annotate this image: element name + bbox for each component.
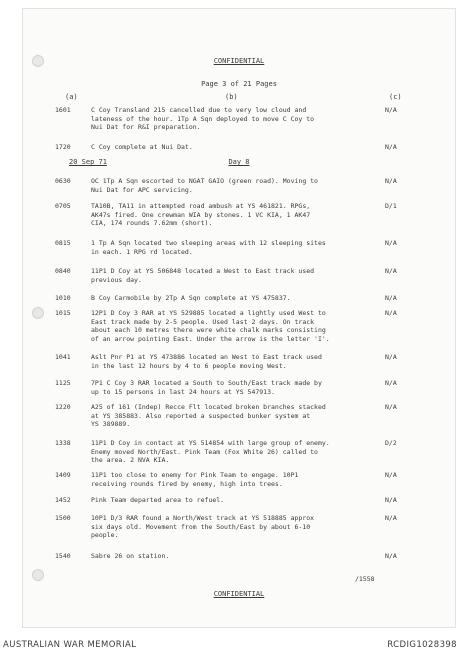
entry-text: 11P1 D Coy in contact at YS 514854 with large group of enemy. Enemy moved North/East. Pink Team (Fox White 26) called to the area. 2 NVA KIA. [91, 439, 330, 465]
classification-header: CONFIDENTIAL [213, 57, 265, 65]
entry-status: N/A [385, 514, 397, 522]
entry-time: 1452 [55, 496, 71, 504]
punch-hole [32, 569, 44, 581]
entry-status: N/A [385, 496, 397, 504]
entry-text: Aslt Pnr P1 at YS 473886 located an West to East track used in the last 12 hours by 4 to 6 people moving West. [91, 353, 322, 370]
archive-id: RCDIG1028398 [387, 640, 457, 650]
entry-time: 1010 [55, 294, 71, 302]
entry-status: D/1 [385, 202, 397, 210]
entry-time: 1338 [55, 439, 71, 447]
entry-time: 1041 [55, 353, 71, 361]
entry-text: 1 Tp A Sqn located two sleeping areas with 12 sleeping sites in each. 1 RPG rd located. [91, 239, 326, 256]
entry-status: N/A [385, 267, 397, 275]
entry-status: N/A [385, 239, 397, 247]
entry-time: 1500 [55, 514, 71, 522]
entry-time: 1540 [55, 552, 71, 560]
classification-footer: CONFIDENTIAL [213, 590, 265, 598]
continuation-note: /1558 [355, 575, 375, 583]
entry-text: OC 1Tp A Sqn escorted to NGAT GAIO (green road). Moving to Nui Dat for APC servicing. [91, 177, 318, 194]
entry-status: N/A [385, 403, 397, 411]
entry-status: N/A [385, 552, 397, 560]
entry-status: N/A [385, 379, 397, 387]
entry-status: N/A [385, 143, 397, 151]
page-info: Page 3 of 21 Pages [201, 80, 277, 88]
entry-status: N/A [385, 177, 397, 185]
archive-source: AUSTRALIAN WAR MEMORIAL [3, 640, 137, 650]
entry-time: 1720 [55, 143, 71, 151]
entry-status: N/A [385, 353, 397, 361]
entry-time: 1601 [55, 106, 71, 114]
entry-text: 12P1 D Coy 3 RAR at YS 529885 located a lightly used West to East track made by 2-5 people. Used last 2 days. On track about each 10 metres there were white chalk marks consisting of an arrow pointing East. Under the arrow is the letter 'I'. [91, 309, 330, 343]
punch-hole [32, 307, 44, 319]
entry-time: 1125 [55, 379, 71, 387]
document-sheet [22, 8, 456, 628]
entry-time: 0705 [55, 202, 71, 210]
entry-status: N/A [385, 309, 397, 317]
entry-status: N/A [385, 106, 397, 114]
entry-text: 10P1 D/3 RAR found a North/West track at YS 518885 approx six days old. Movement from the South/East by about 6-10 people. [91, 514, 315, 540]
day-date: 20 Sep 71 [69, 158, 107, 166]
entry-text: C Coy complete at Nui Dat. [91, 143, 193, 151]
entry-time: 0630 [55, 177, 71, 185]
entry-status: N/A [385, 471, 397, 479]
entry-text: B Coy Carmobile by 2Tp A Sqn complete at YS 475837. [91, 294, 291, 302]
entry-text: C Coy Transland 215 cancelled due to very low cloud and lateness of the hour. 1Tp A Sqn deployed to move C Coy to Nui Dat for R&I preparation. [91, 106, 315, 132]
day-label: Day 8 [228, 158, 250, 166]
archive-footer [0, 628, 460, 654]
entry-text: 7P1 C Coy 3 RAR located a South to South/East track made by up to 15 persons in last 24 hours at YS 547913. [91, 379, 322, 396]
entry-status: N/A [385, 294, 397, 302]
entry-time: 1220 [55, 403, 71, 411]
entry-text: 11P1 too close to enemy for Pink Team to engage. 10P1 receiving rounds fired by enemy, high into trees. [91, 471, 299, 488]
column-c-header: (c) [389, 93, 402, 101]
column-b-header: (b) [225, 93, 238, 101]
entry-text: A25 of 161 (Indep) Recce Flt located broken branches stacked at YS 385883. Also reported a suspected bunker system at YS 389889. [91, 403, 326, 429]
entry-time: 0840 [55, 267, 71, 275]
entry-text: Pink Team departed area to refuel. [91, 496, 225, 504]
entry-text: TA10B, TA11 in attempted road ambush at YS 461821. RPGs, AK47s fired. One crewman WIA by stones. 1 VC KIA, 1 AK47 CIA, 174 rounds 7.62mm (short). [91, 202, 311, 228]
column-a-header: (a) [65, 93, 78, 101]
entry-time: 1015 [55, 309, 71, 317]
entry-time: 1409 [55, 471, 71, 479]
entry-status: D/2 [385, 439, 397, 447]
entry-time: 0815 [55, 239, 71, 247]
entry-text: Sabre 26 on station. [91, 552, 170, 560]
entry-text: 11P1 D Coy at YS 506848 located a West to East track used previous day. [91, 267, 315, 284]
